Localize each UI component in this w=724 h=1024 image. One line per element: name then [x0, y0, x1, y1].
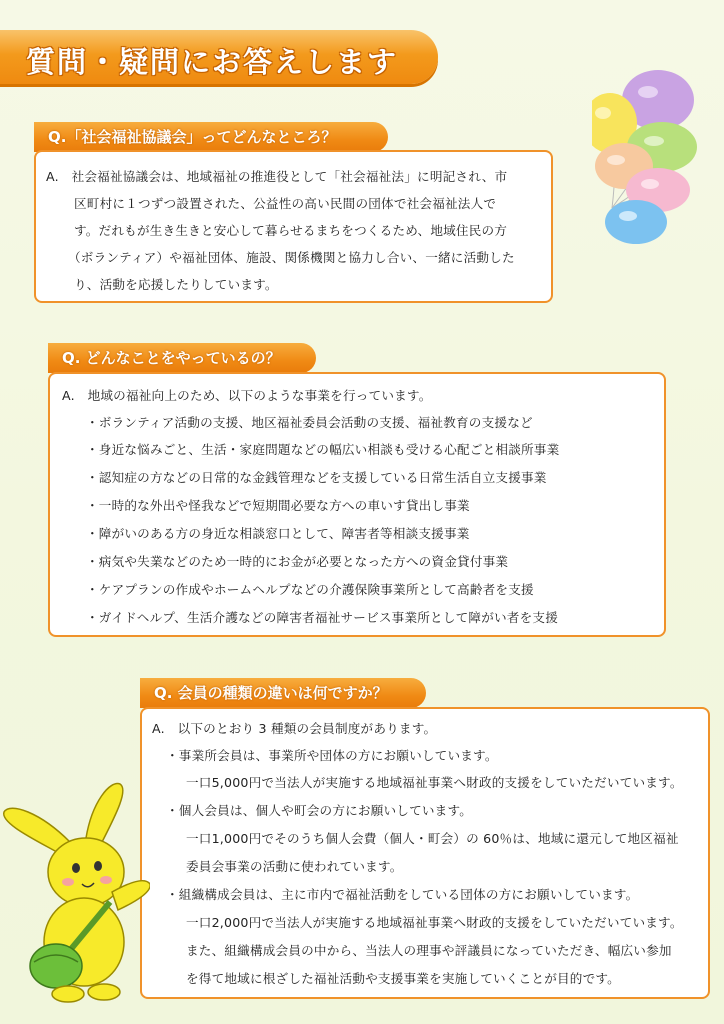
service-item: ・ 病気や失業などのため一時的にお金が必要となった方への資金貸付事業 — [86, 551, 508, 570]
answer-1-line: 区町村に１つずつ設置された、公益性の高い民間の団体で社会福祉法人で — [74, 196, 497, 211]
membership-line: 一口2,000円で当法人が実施する地域福祉事業へ財政的支援をしていただいています。 — [186, 915, 683, 930]
service-item: ・ ボランティア活動の支援、地区福祉委員会活動の支援、福祉教育の支援など — [86, 412, 533, 431]
service-item: ・ 認知症の方などの日常的な金銭管理などを支援している日常生活自立支援事業 — [86, 467, 547, 486]
membership-line: 一口5,000円で当法人が実施する地域福祉事業へ財政的支援をしていただいています。 — [186, 775, 683, 790]
question-3-label: Q. 会員の種類の違いは何ですか？ — [140, 678, 426, 708]
membership-line: 一口1,000円でそのうち個人会費（個人・町会）の 60％は、地域に還元して地区福祉 — [186, 831, 679, 846]
question-1-label: Q.「社会福祉協議会」ってどんなところ？ — [34, 122, 388, 152]
service-item: ・ 一時的な外出や怪我などで短期間必要な方への車いす貸出し事業 — [86, 495, 470, 514]
question-2-label: Q. どんなことをやっているの？ — [48, 343, 316, 373]
answer-1-line: A. 社会福祉協議会は、地域福祉の推進役として「社会福祉法」に明記され、市 — [46, 169, 508, 184]
answer-3-intro: A. 以下のとおり 3 種類の会員制度があります。 — [152, 721, 437, 736]
answer-1-line: り、活動を応援したりしています。 — [74, 277, 278, 292]
membership-line: また、組織構成会員の中から、当法人の理事や評議員になっていただき、幅広い参加 — [186, 943, 672, 958]
answer-1-line: （ボランティア）や福祉団体、施設、関係機関と協力し合い、一緒に活動した — [68, 250, 515, 265]
membership-line: ・ 個人会員は、個人や町会の方にお願いしています。 — [166, 800, 472, 819]
membership-line: を得て地域に根ざした福祉活動や支援事業を実施していくことが目的です。 — [186, 971, 620, 986]
membership-line: ・ 組織構成会員は、主に市内で福祉活動をしている団体の方にお願いしています。 — [166, 884, 638, 903]
answer-1-line: す。だれもが生き生きと安心して暮らせるまちをつくるため、地域住民の方 — [74, 223, 508, 238]
page-title: 質問・疑問にお答えします — [26, 45, 399, 79]
rabbit-mascot-illustration — [0, 772, 150, 1007]
service-item: ・ ケアプランの作成やホームヘルプなどの介護保険事業所として高齢者を支援 — [86, 579, 534, 598]
answer-2-intro: A. 地域の福祉向上のため、以下のような事業を行っています。 — [62, 388, 432, 403]
membership-line: 委員会事業の活動に使われています。 — [186, 859, 403, 874]
service-item: ・ 身近な悩みごと、生活・家庭問題などの幅広い相談も受ける心配ごと相談所事業 — [86, 439, 559, 458]
balloons-illustration — [592, 48, 722, 273]
service-item: ・ ガイドヘルプ、生活介護などの障害者福祉サービス事業所として障がい者を支援 — [86, 607, 558, 626]
service-item: ・ 障がいのある方の身近な相談窓口として、障害者等相談支援事業 — [86, 523, 470, 542]
membership-line: ・ 事業所会員は、事業所や団体の方にお願いしています。 — [166, 745, 498, 764]
